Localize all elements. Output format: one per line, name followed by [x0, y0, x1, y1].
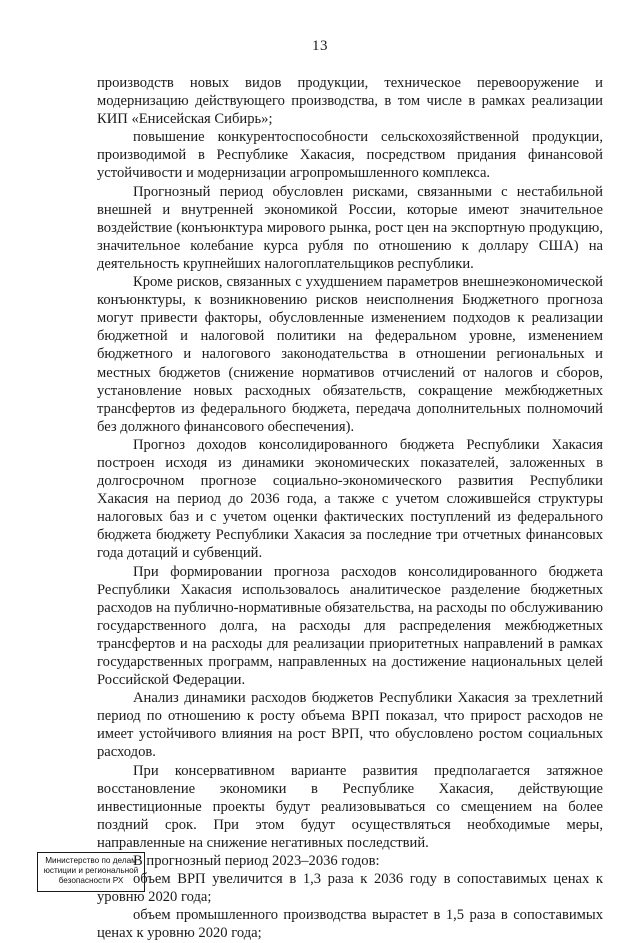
stamp-line-3: безопасности РХ	[58, 876, 124, 885]
paragraph-revenue-forecast: Прогноз доходов консолидированного бюджета Республики Хакасия построен исходя из динамики экономических показателей, заложенных в долгосрочном прогнозе социально-экономического развития Республики Хакасия на период до 2036 года, а также с учетом сложившейся структуры налоговых баз и с учетом оценки фактических поступлений из федерального бюджета бюджету Республики Хакасия за последние три отчетных финансовых года дотаций и субвенций.	[97, 436, 603, 562]
list-item-industrial-output: объем промышленного производства вырастет в 1,5 раза в сопоставимых ценах к уровню 2020 года;	[97, 907, 603, 942]
paragraph-expenditure-analysis: Анализ динамики расходов бюджетов Республики Хакасия за трехлетний период по отношению к росту объема ВРП показал, что прирост расходов не имеет устойчивого влияния на рост ВРП, что обусловлено ростом социальных расходов.	[97, 690, 603, 761]
paragraph-competitiveness: повышение конкурентоспособности сельскохозяйственной продукции, производимой в Республике Хакасия, посредством придания финансовой устойчивости и модернизации агропромышленного комплекса.	[97, 129, 603, 182]
paragraph-external-risks: Кроме рисков, связанных с ухудшением параметров внешнеэкономической конъюнктуры, к возникновению рисков неисполнения Бюджетного прогноза могут привести факторы, обусловленные изменением подходов к реализации бюджетной и налоговой политики на федеральном уровне, изменением бюджетного и налогового законодательства в отношении региональных и местных бюджетов (снижение нормативов отчислений от налогов и сборов, установление новых расходных обязательств, сокращение межбюджетных трансфертов из федерального бюджета, передача дополнительных полномочий без должного финансового обеспечения).	[97, 274, 603, 435]
stamp-line-2: юстиции и региональной	[43, 866, 139, 875]
stamp-line-1: Министерство по делам	[45, 856, 137, 865]
paragraph-expenditure-forecast: При формировании прогноза расходов консолидированного бюджета Республики Хакасия использовалось аналитическое разделение бюджетных расходов на публично-нормативные обязательства, на расходы по обслуживанию государственного долга, на расходы для распределения межбюджетных трансфертов и на расходы для реализации приоритетных направлений в рамках государственных программ, направленных на достижение национальных целей Российской Федерации.	[97, 563, 603, 689]
document-body	[97, 74, 603, 943]
page-number: 13	[312, 38, 328, 54]
paragraph-forecast-period: В прогнозный период 2023–2036 годов:	[133, 853, 380, 870]
paragraph-forecast-risks: Прогнозный период обусловлен рисками, связанными с нестабильной внешней и внутренней экономикой России, которые имеют значительное воздействие (конъюнктура мирового рынка, рост цен на экспортную продукцию, значительное колебание курса рубля по отношению к доллару США) на деятельность крупнейших налогоплательщиков республики.	[97, 183, 603, 272]
paragraph-conservative-scenario: При консервативном варианте развития предполагается затяжное восстановление экономики в Республике Хакасия, действующие инвестиционные проекты будут реализовываться со смещением на более поздний срок. При этом будут осуществляться необходимые меры, направленные на снижение негативных последствий.	[97, 762, 603, 851]
paragraph-continuation: производств новых видов продукции, техническое перевооружение и модернизацию действующего производства, в том числе в рамках реализации КИП «Енисейская Сибирь»;	[97, 75, 603, 128]
registration-stamp	[37, 852, 145, 892]
list-item-grp: объем ВРП увеличится в 1,3 раза к 2036 году в сопоставимых ценах к уровню 2020 года;	[97, 871, 603, 906]
